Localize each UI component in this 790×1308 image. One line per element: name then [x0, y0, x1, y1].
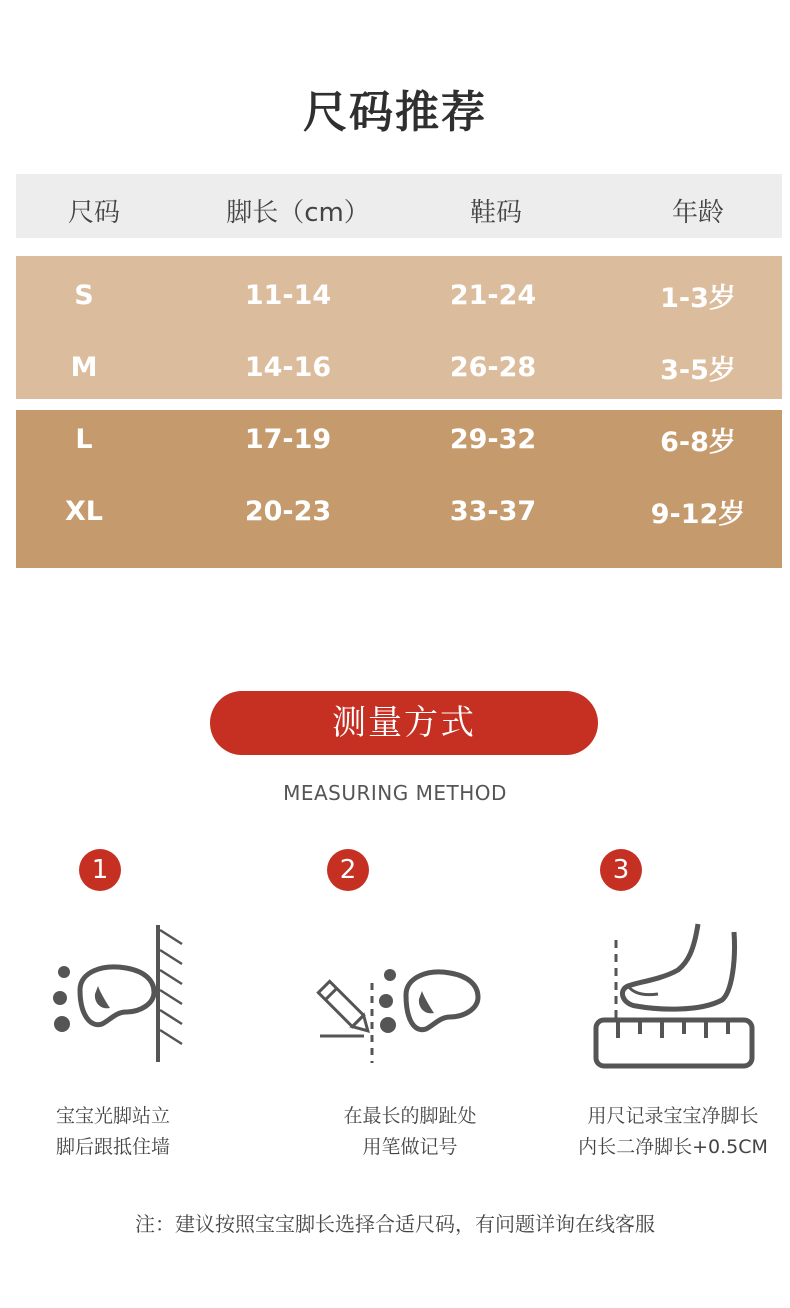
row-size: M — [70, 352, 98, 383]
measuring-method-subtitle: MEASURING METHOD — [283, 781, 507, 805]
header-age: 年龄 — [671, 198, 724, 228]
step-1-badge: 1 — [79, 849, 121, 891]
measuring-method-banner: 测量方式 — [210, 691, 598, 755]
size-advice-note: 注：建议按照宝宝脚长选择合适尺码，有问题详询在线客服 — [135, 1212, 655, 1236]
size-table-header — [16, 174, 782, 238]
row-shoe-size: 21-24 — [449, 280, 537, 311]
row-shoe-size: 26-28 — [449, 352, 537, 383]
foot-against-wall-icon — [40, 920, 200, 1070]
row-size: S — [74, 280, 94, 311]
row-foot-length: 20-23 — [244, 496, 332, 527]
pencil-mark-toe-icon — [312, 945, 482, 1070]
step-3-badge: 3 — [600, 849, 642, 891]
step-2-badge: 2 — [327, 849, 369, 891]
step-2-caption: 在最长的脚趾处 用笔做记号 — [343, 1105, 477, 1158]
header-size: 尺码 — [67, 198, 120, 228]
row-size: L — [75, 424, 93, 455]
row-size: XL — [64, 496, 104, 527]
row-foot-length: 14-16 — [244, 352, 332, 383]
step-3-caption: 用尺记录宝宝净脚长 内长二净脚长+0.5CM — [578, 1105, 768, 1158]
row-age: 6-8岁 — [660, 427, 736, 458]
row-shoe-size: 33-37 — [449, 496, 537, 527]
row-foot-length: 11-14 — [244, 280, 332, 311]
row-age: 1-3岁 — [660, 283, 736, 314]
foot-on-ruler-icon — [588, 920, 760, 1075]
header-foot-length: 脚长（cm） — [226, 198, 370, 228]
size-table-band-large — [16, 410, 782, 568]
row-foot-length: 17-19 — [244, 424, 332, 455]
row-age: 3-5岁 — [660, 355, 736, 386]
page-title: 尺码推荐 — [303, 87, 487, 138]
size-table-band-small — [16, 256, 782, 399]
header-shoe-size: 鞋码 — [469, 198, 522, 228]
step-1-caption: 宝宝光脚站立 脚后跟抵住墙 — [55, 1105, 170, 1158]
row-shoe-size: 29-32 — [449, 424, 537, 455]
row-age: 9-12岁 — [650, 499, 746, 530]
